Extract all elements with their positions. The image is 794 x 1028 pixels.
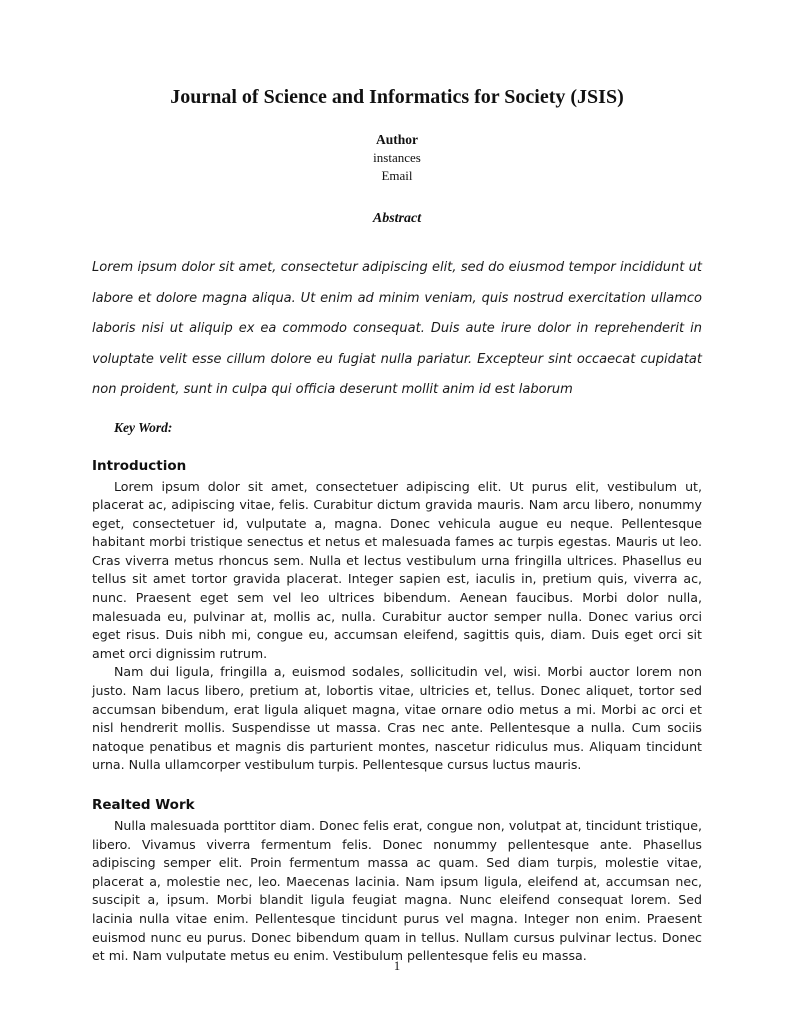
author-block	[92, 131, 702, 185]
abstract-heading: Abstract	[372, 211, 422, 226]
section-realted-work	[92, 797, 702, 966]
paper-title: Journal of Science and Informatics for Society (JSIS)	[170, 86, 624, 108]
paragraph: Nulla malesuada porttitor diam. Donec felis erat, congue non, volutpat at, tincidunt tristique, libero. Vivamus viverra fermentum felis. Donec nonummy pellentesque ante. Phasellus adipiscing semper elit. Proin fermentum massa ac quam. Sed diam turpis, molestie vitae, placerat a, molestie nec, leo. Maecenas lacinia. Nam ipsum ligula, eleifend at, accumsan nec, suscipit a, ipsum. Morbi blandit ligula feugiat magna. Nunc eleifend consequat lorem. Sed lacinia nulla vitae enim. Pellentesque tincidunt purus vel magna. Integer non enim. Praesent euismod nunc eu purus. Donec bibendum quam in tellus. Nullam cursus pulvinar lectus. Donec et mi. Nam vulputate metus eu enim. Vestibulum pellentesque felis eu massa.	[92, 818, 702, 964]
author-label: Author	[375, 132, 418, 147]
section-introduction	[92, 458, 702, 776]
page-number: 1	[393, 959, 401, 973]
author-email: Email	[381, 168, 413, 183]
section-heading-realted-work: Realted Work	[92, 797, 195, 813]
paragraph: Nam dui ligula, fringilla a, euismod sodales, sollicitudin vel, wisi. Morbi auctor lorem non justo. Nam lacus libero, pretium at, lobortis vitae, ultricies et, tellus. Donec aliquet, tortor sed accumsan bibendum, erat ligula aliquet magna, vitae ornare odio metus a mi. Morbi ac orci et nisl hendrerit mollis. Suspendisse ut massa. Cras nec ante. Pellentesque a nulla. Cum sociis natoque penatibus et magnis dis parturient montes, nascetur ridiculus mus. Aliquam tincidunt urna. Nulla ullamcorper vestibulum turpis. Pellentesque cursus luctus mauris.	[92, 664, 702, 773]
author-instances: instances	[373, 150, 421, 165]
keyword-label: Key Word:	[114, 419, 173, 435]
abstract-text: Lorem ipsum dolor sit amet, consectetur adipiscing elit, sed do eiusmod tempor incididunt ut labore et dolore magna aliqua. Ut enim ad minim veniam, quis nostrud exercitation ullamco laboris nisi ut aliquip ex ea commodo consequat. Duis aute irure dolor in reprehenderit in voluptate velit esse cillum dolore eu fugiat nulla pariatur. Excepteur sint occaecat cupidatat non proident, sunt in culpa qui officia deserunt mollit anim id est laborum	[92, 260, 702, 397]
section-heading-introduction: Introduction	[92, 457, 187, 474]
paragraph: Lorem ipsum dolor sit amet, consectetuer adipiscing elit. Ut purus elit, vestibulum ut, placerat ac, adipiscing vitae, felis. Curabitur dictum gravida mauris. Nam arcu libero, nonummy eget, consectetuer id, vulputate a, magna. Donec vehicula augue eu neque. Pellentesque habitant morbi tristique senectus et netus et malesuada fames ac turpis egestas. Mauris ut leo. Cras viverra metus rhoncus sem. Nulla et lectus vestibulum urna fringilla ultrices. Phasellus eu tellus sit amet tortor gravida placerat. Integer sapien est, iaculis in, pretium quis, viverra ac, nunc. Praesent eget sem vel leo ultrices bibendum. Aenean faucibus. Morbi dolor nulla, malesuada eu, pulvinar at, mollis ac, nulla. Curabitur auctor semper nulla. Donec varius orci eget risus. Duis nibh mi, congue eu, accumsan eleifend, sagittis quis, diam. Duis eget orci sit amet orci dignissim rutrum.	[92, 478, 702, 661]
